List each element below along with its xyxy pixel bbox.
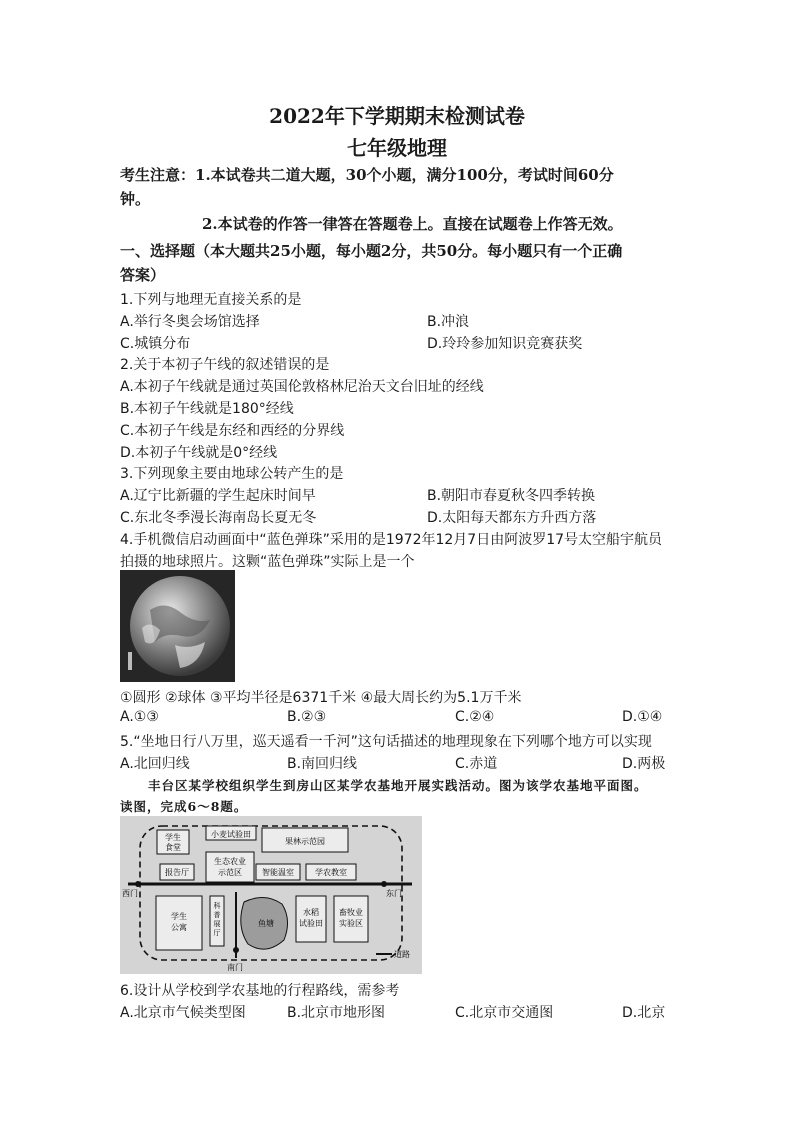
notice-line1b: 钟。 <box>120 190 151 208</box>
exam-title: 2022年下学期期末检测试卷 <box>269 104 525 128</box>
section-heading: 一、选择题（本大题共25小题，每小题2分，共50分。每小题只有一个正确 <box>120 242 623 260</box>
q6-option-d: D.北京 <box>622 1005 666 1021</box>
svg-text:智能温室: 智能温室 <box>262 868 294 877</box>
svg-text:厅: 厅 <box>213 929 221 937</box>
svg-text:公寓: 公寓 <box>171 923 187 932</box>
q2-option-d: D.本初子午线就是0°经线 <box>120 445 278 461</box>
svg-text:水稻: 水稻 <box>303 908 319 917</box>
farm-base-map <box>120 816 422 974</box>
q1-option-b: B.冲浪 <box>427 314 470 330</box>
svg-text:食堂: 食堂 <box>165 843 181 852</box>
svg-text:展: 展 <box>213 920 221 928</box>
notice-line2: 2.本试卷的作答一律答在答题卷上。直接在试题卷上作答无效。 <box>202 215 623 233</box>
q4-stem-cont: 拍摄的地球照片。这颗“蓝色弹珠”实际上是一个 <box>120 554 415 570</box>
q1-option-a: A.举行冬奥会场馆选择 <box>120 314 260 330</box>
q3-stem: 3.下列现象主要由地球公转产生的是 <box>120 466 344 482</box>
svg-text:学生: 学生 <box>171 912 187 921</box>
svg-text:普: 普 <box>213 911 221 919</box>
svg-text:鱼塘: 鱼塘 <box>258 919 274 928</box>
q4-statements: ①圆形 ②球体 ③平均半径是6371千米 ④最大周长约为5.1万千米 <box>120 690 522 706</box>
q2-option-c: C.本初子午线是东经和西经的分界线 <box>120 423 345 439</box>
q4-option-d: D.①④ <box>622 709 663 725</box>
q6-option-a: A.北京市气候类型图 <box>120 1005 246 1021</box>
q1-option-d: D.玲玲参加知识竞赛获奖 <box>427 336 583 352</box>
q5-option-b: B.南回归线 <box>287 756 358 772</box>
q5-option-c: C.赤道 <box>455 756 498 772</box>
svg-text:科: 科 <box>213 902 221 910</box>
q2-stem: 2.关于本初子午线的叙述错误的是 <box>120 357 330 373</box>
svg-text:学农教室: 学农教室 <box>315 868 347 877</box>
q5-option-a: A.北回归线 <box>120 756 190 772</box>
q4-option-b: B.②③ <box>287 709 327 725</box>
passage-line2: 读图，完成6～8题。 <box>120 799 248 814</box>
q5-stem: 5.“坐地日行八万里，巡天遥看一千河”这句话描述的地理现象在下列哪个地方可以实现 <box>120 734 652 750</box>
svg-text:学生: 学生 <box>165 833 181 842</box>
q3-option-c: C.东北冬季漫长海南岛长夏无冬 <box>120 510 317 526</box>
svg-text:东门: 东门 <box>386 889 402 898</box>
q4-option-a: A.①③ <box>120 709 159 725</box>
q6-stem: 6.设计从学校到学农基地的行程路线，需参考 <box>120 983 400 999</box>
q1-stem: 1.下列与地理无直接关系的是 <box>120 292 302 308</box>
q6-option-b: B.北京市地形图 <box>287 1005 386 1021</box>
q3-option-a: A.辽宁比新疆的学生起床时间早 <box>120 488 316 504</box>
svg-text:试验田: 试验田 <box>299 919 323 928</box>
svg-text:南门: 南门 <box>227 963 243 972</box>
q1-option-c: C.城镇分布 <box>120 336 191 352</box>
notice-line1: 考生注意：1.本试卷共二道大题，30个小题，满分100分，考试时间60分 <box>120 166 614 184</box>
earth-photo <box>120 570 235 682</box>
q2-option-b: B.本初子午线就是180°经线 <box>120 401 294 417</box>
svg-text:果林示范园: 果林示范园 <box>285 837 325 846</box>
q6-option-c: C.北京市交通图 <box>455 1005 554 1021</box>
section-heading-cont: 答案） <box>120 266 166 284</box>
q5-option-d: D.两极 <box>622 756 666 772</box>
svg-text:实验区: 实验区 <box>339 919 363 928</box>
svg-text:西门: 西门 <box>122 889 138 898</box>
exam-subtitle: 七年级地理 <box>347 136 447 160</box>
svg-text:示范区: 示范区 <box>218 868 242 877</box>
svg-text:报告厅: 报告厅 <box>165 868 189 877</box>
svg-text:生态农业: 生态农业 <box>214 857 246 866</box>
svg-text:畜牧业: 畜牧业 <box>339 908 363 917</box>
q4-option-c: C.②④ <box>455 709 495 725</box>
svg-text:小麦试验田: 小麦试验田 <box>211 830 251 839</box>
q3-option-d: D.太阳每天都东方升西方落 <box>427 510 597 526</box>
q4-stem: 4.手机微信启动画面中“蓝色弹珠”采用的是1972年12月7日由阿波罗17号太空船宇航员 <box>120 532 663 548</box>
q3-option-b: B.朝阳市春夏秋冬四季转换 <box>427 488 596 504</box>
svg-text:道路: 道路 <box>394 950 410 959</box>
q2-option-a: A.本初子午线就是通过英国伦敦格林尼治天文台旧址的经线 <box>120 379 484 395</box>
passage-line1: 丰台区某学校组织学生到房山区某学农基地开展实践活动。图为该学农基地平面图。 <box>148 778 648 793</box>
